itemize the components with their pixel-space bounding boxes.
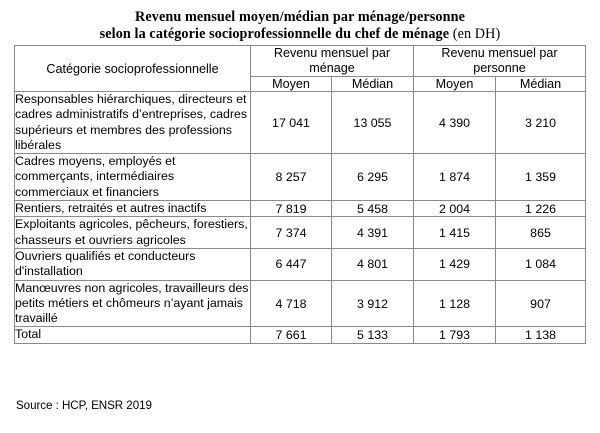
- row-household-mean: 17 041: [251, 92, 332, 154]
- header-row-groups: [15, 46, 586, 77]
- title-unit: (en DH): [452, 26, 501, 42]
- row-person-median: 1 138: [496, 327, 586, 343]
- row-household-median: 4 391: [332, 217, 414, 249]
- row-category: Total: [15, 327, 251, 343]
- row-person-mean: 1 874: [414, 154, 496, 201]
- row-category: Rentiers, retraités et autres inactifs: [15, 201, 251, 217]
- header-group-household: Revenu mensuel par ménage: [251, 46, 414, 77]
- header-group-person: Revenu mensuel par personne: [414, 46, 586, 77]
- row-household-mean: 6 447: [251, 248, 332, 280]
- row-category: Exploitants agricoles, pêcheurs, forestiers, chasseurs et ouvriers agricoles: [15, 217, 251, 249]
- row-household-median: 3 912: [332, 280, 414, 327]
- row-household-median: 13 055: [332, 92, 414, 154]
- row-household-mean: 7 374: [251, 217, 332, 249]
- table-body: [15, 92, 586, 344]
- row-person-median: 1 226: [496, 201, 586, 217]
- row-household-median: 5 133: [332, 327, 414, 343]
- row-person-mean: 2 004: [414, 201, 496, 217]
- header-household-median: Médian: [332, 77, 414, 92]
- table-row-total: [15, 327, 586, 343]
- row-household-median: 4 801: [332, 248, 414, 280]
- title-line-2: [0, 26, 600, 43]
- table-row: [15, 92, 586, 154]
- row-category: Responsables hiérarchiques, directeurs et cadres administratifs d’entreprises, cadres supérieurs et membres des professions libérales: [15, 92, 251, 154]
- row-category: Manœuvres non agricoles, travailleurs des petits métiers et chômeurs n’ayant jamais travaillé: [15, 280, 251, 327]
- table-row: [15, 217, 586, 249]
- row-household-median: 5 458: [332, 201, 414, 217]
- table-row: [15, 248, 586, 280]
- title-line-2-main: selon la catégorie socioprofessionnelle du chef de ménage: [99, 26, 453, 42]
- table-row: [15, 280, 586, 327]
- row-person-mean: 1 793: [414, 327, 496, 343]
- header-person-median: Médian: [496, 77, 586, 92]
- row-household-mean: 4 718: [251, 280, 332, 327]
- row-person-mean: 1 415: [414, 217, 496, 249]
- row-person-median: 865: [496, 217, 586, 249]
- row-person-mean: 1 128: [414, 280, 496, 327]
- title-line-1: Revenu mensuel moyen/médian par ménage/personne: [135, 9, 465, 25]
- row-category: Ouvriers qualifiés et conducteurs d'installation: [15, 248, 251, 280]
- table-header: [15, 46, 586, 92]
- header-category: Catégorie socioprofessionnelle: [15, 46, 251, 92]
- table-row: [15, 201, 586, 217]
- row-category: Cadres moyens, employés et commerçants, intermédiaires commerciaux et financiers: [15, 154, 251, 201]
- table-title: [0, 0, 600, 43]
- row-person-mean: 1 429: [414, 248, 496, 280]
- row-household-mean: 7 819: [251, 201, 332, 217]
- row-person-median: 907: [496, 280, 586, 327]
- row-household-mean: 8 257: [251, 154, 332, 201]
- row-household-mean: 7 661: [251, 327, 332, 343]
- row-person-median: 1 084: [496, 248, 586, 280]
- header-household-mean: Moyen: [251, 77, 332, 92]
- row-person-median: 1 359: [496, 154, 586, 201]
- income-by-socioprofessional-category-table: [14, 45, 586, 344]
- source-note: Source : HCP, ENSR 2019: [16, 399, 152, 412]
- row-person-mean: 4 390: [414, 92, 496, 154]
- income-table-container: [14, 45, 585, 344]
- row-person-median: 3 210: [496, 92, 586, 154]
- table-row: [15, 154, 586, 201]
- header-person-mean: Moyen: [414, 77, 496, 92]
- row-household-median: 6 295: [332, 154, 414, 201]
